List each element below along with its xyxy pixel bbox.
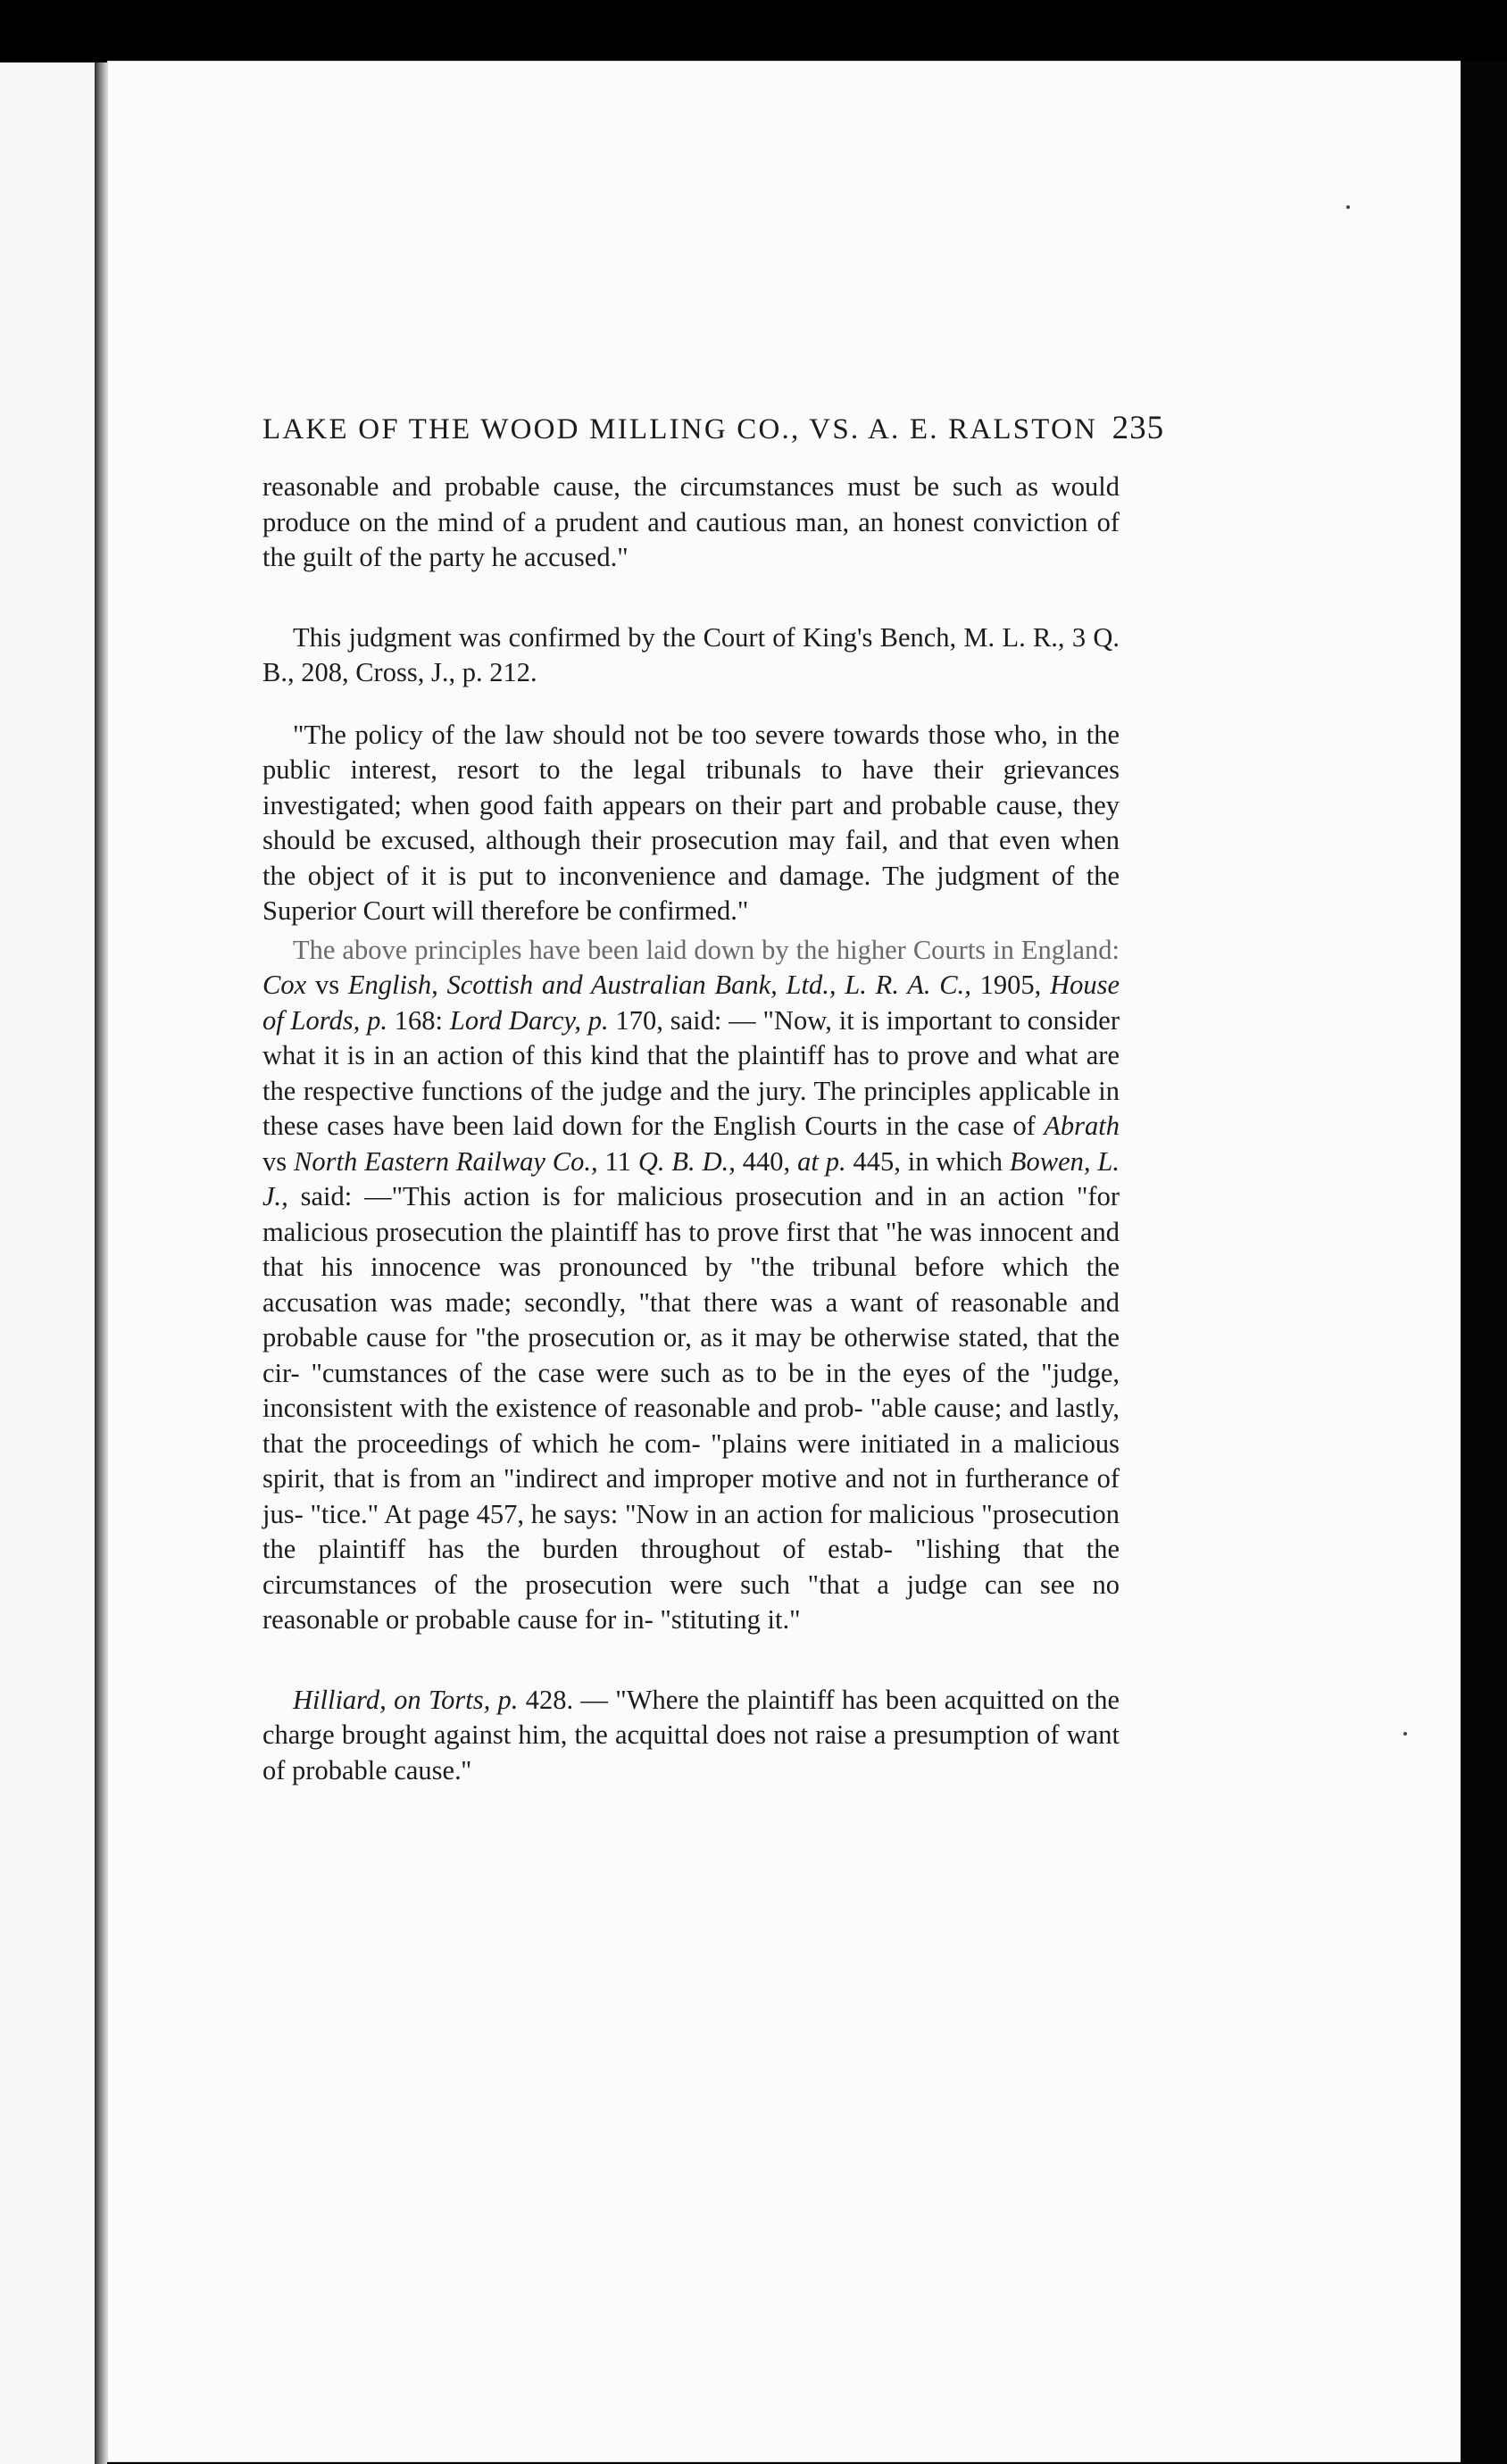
text-run: 445, in which xyxy=(845,1145,1010,1177)
citation-italic: House of Lords, p. xyxy=(262,970,1120,1036)
running-header xyxy=(262,410,1165,446)
citation-italic: at p. xyxy=(797,1145,846,1177)
facing-page-edge xyxy=(0,62,96,2464)
paragraph-continuation: reasonable and probable cause, the circumstances must be such as would produce on the mind of a prudent and cautious man, an honest conviction of the guilt of the party he accused." xyxy=(262,471,1120,572)
paragraph-hilliard xyxy=(262,1683,1120,1789)
text-run: vs xyxy=(306,970,348,1000)
citation-italic: Q. B. D., xyxy=(637,1145,736,1177)
judge-name-italic: Bowen, L. J., xyxy=(262,1145,1120,1211)
text-run: 168: xyxy=(387,1004,450,1036)
text-run: vs xyxy=(262,1145,295,1177)
citation-italic: Hilliard, on Torts, p. xyxy=(293,1684,519,1715)
scan-right-border xyxy=(1461,61,1507,2464)
running-title: LAKE OF THE WOOD MILLING CO., VS. A. E. RALSTON xyxy=(262,413,1098,445)
page-number: 235 xyxy=(1112,410,1165,446)
scan-top-border xyxy=(107,0,1507,70)
case-name-italic: Cox xyxy=(262,970,307,1000)
text-run: The above principles have been laid down by the higher Courts in England: xyxy=(293,934,1120,965)
text-run: 428. — "Where the plaintiff has been acquitted on the charge brought against him, the acquittal does not raise a presumption of want of probable cause.'' xyxy=(262,1684,1120,1786)
text-run: said: —"This action is for malicious prosecution and in an action "for malicious prosecution the plaintiff has to prove first that "he was innocent and that his innocence was pronounced by "the tribunal before which the accusation was made; secondly, "that there was a want of reasonable and probable cause for "the prosecution or, as it may be otherwise stated, that the cir- "cumstances of the case were such as to be in the eyes of the "judge, inconsistent with the existence of reasonable and prob- "able cause; and lastly, that the proceedings of which he com- "plains were initiated in a malicious spirit, that is from an "indirect and improper motive and not in furtherance of jus- "tice." At page 457, he says: "Now in an action for malicious "prosecution the plaintiff has the burden throughout of estab- "lishing that the circumstances of the prosecution were such "that a judge can see no reasonable or probable cause for in- "stituting it." xyxy=(262,1181,1120,1635)
paragraph-english-courts xyxy=(262,933,1120,1638)
text-run: 170, said: — "Now, it is important to consider what it is in an action of this kind that the plaintiff has to prove and what are the respective functions of the judge and the jury. The principles applicable in these cases have been laid down for the English Courts in the case of xyxy=(262,1004,1120,1141)
scan-speck xyxy=(1346,205,1350,209)
scan-speck xyxy=(1403,1732,1407,1736)
text-run: 1905, xyxy=(970,970,1051,1000)
paragraph-judgment-confirmed: This judgment was confirmed by the Court of King's Bench, M. L. R., 3 Q. B., 208, Cross, J., p. 212. xyxy=(262,621,1120,687)
case-name-italic: Abrath xyxy=(1044,1111,1120,1141)
page-content xyxy=(262,410,1165,1788)
text-run: 440, xyxy=(735,1145,798,1177)
case-name-italic: English, Scottish and Australian Bank, Ltd., L. R. A. C., xyxy=(347,970,971,1000)
judge-name-italic: Lord Darcy, p. xyxy=(449,1004,609,1036)
page-gutter xyxy=(95,62,107,2464)
paragraph-policy-quote: "The policy of the law should not be too severe towards those who, in the public interest, resort to the legal tribunals to have their grievances investigated; when good faith appears on their part and probable cause, they should be excused, although their prosecution may fail, and that even when the object of it is put to inconvenience and damage. The judgment of the Superior Court will therefore be confirmed." xyxy=(262,719,1120,926)
text-run: 11 xyxy=(597,1145,638,1177)
case-name-italic: North Eastern Railway Co., xyxy=(294,1145,598,1177)
